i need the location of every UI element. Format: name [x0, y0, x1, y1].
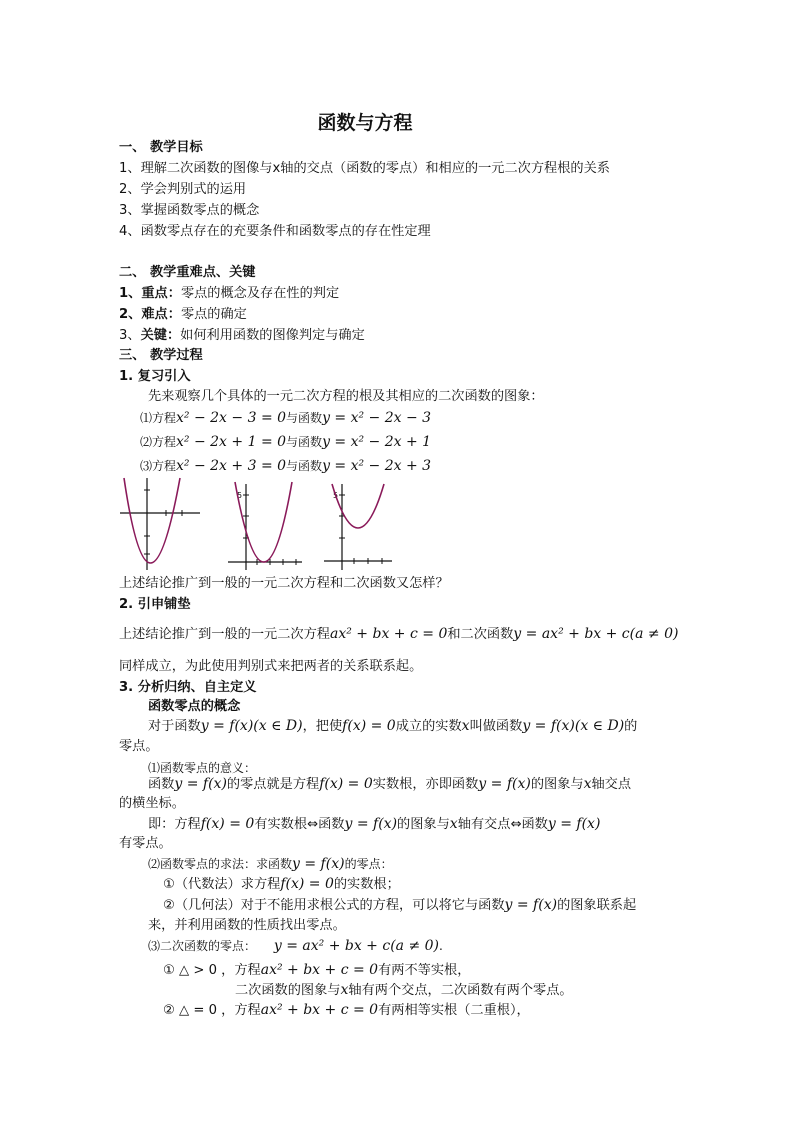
function-2: y = x² − 2x + 1 — [322, 434, 432, 450]
equiv-arrow-2: ⇔ — [510, 817, 522, 832]
equation-2-mid: 与函数 — [286, 435, 323, 449]
key-text: 如何利用函数的图像判定与确定 — [180, 328, 365, 343]
equation-2: x² − 2x + 1 = 0 — [176, 434, 287, 450]
meaning-line-1 — [148, 776, 631, 793]
equiv-arrow-1: ⇔ — [307, 817, 319, 832]
equiv-i: 轴有交点 — [457, 817, 511, 832]
def-formula-b: y = f(x)(x ∈ D) — [200, 718, 303, 734]
difficulty-line — [119, 307, 247, 323]
key-line — [119, 328, 365, 344]
definition-line-2: 零点。 — [119, 739, 159, 754]
equation-3-mid: 与函数 — [286, 459, 323, 473]
graph-3-curve — [332, 484, 384, 528]
case-1-line-1 — [163, 962, 470, 979]
zero-concept-subheading: 函数零点的概念 — [148, 699, 241, 714]
generalize-mid: 和二次函数 — [447, 627, 514, 642]
meaning-a: 函数 — [148, 777, 175, 792]
equation-3: x² − 2x + 3 = 0 — [176, 458, 287, 474]
meaning-f: y = f(x) — [478, 776, 531, 792]
equivalence-line-2: 有零点。 — [119, 836, 172, 851]
case-1-e: x — [340, 982, 349, 998]
method-algebraic — [163, 876, 400, 893]
geometric-b: y = f(x) — [504, 897, 558, 913]
page-title: 函数与方程 — [317, 112, 413, 134]
algebraic-b: f(x) = 0 — [280, 876, 334, 892]
case-1-a: ① △ > 0 ，方程 — [163, 963, 261, 978]
method-heading-b: y = f(x) — [292, 856, 345, 872]
case-2-a: ② △ = 0 ，方程 — [163, 1003, 261, 1018]
meaning-g: 的图象与 — [530, 777, 584, 792]
equiv-c: 有实数根 — [254, 817, 308, 832]
graph-2-tick-label: 5 — [237, 491, 243, 500]
equation-line-3 — [140, 458, 431, 474]
algebraic-a: ①（代数法）求方程 — [163, 877, 281, 892]
function-3: y = x² − 2x + 3 — [322, 458, 432, 474]
goal-item-2: 2、学会判别式的运用 — [119, 182, 247, 197]
section-1-heading: 一、 教学目标 — [119, 140, 203, 155]
keypoint-label: 1、重点： — [119, 286, 181, 301]
def-var-x: x — [461, 718, 470, 734]
equation-1-mid: 与函数 — [286, 411, 323, 425]
def-formula-d: f(x) = 0 — [342, 718, 396, 734]
generalize-line — [119, 626, 678, 643]
equiv-l: y = f(x) — [547, 816, 601, 832]
equiv-k: 函数 — [521, 817, 548, 832]
case-1-c: 有两不等实根， — [378, 963, 471, 978]
quadratic-function: y = ax² + bx + c(a ≠ 0) — [273, 938, 440, 954]
method-heading-a: ⑵函数零点的求法：求函数 — [148, 857, 293, 871]
def-formula-h: y = f(x)(x ∈ D) — [522, 718, 625, 734]
keypoint-line — [119, 286, 339, 302]
part-2-heading: 2. 引申铺垫 — [119, 597, 191, 612]
equation-line-2 — [140, 434, 431, 450]
equiv-b: f(x) = 0 — [200, 816, 255, 832]
equiv-g: 的图象与 — [397, 817, 450, 832]
part-3-heading: 3. 分析归纳、自主定义 — [119, 680, 257, 695]
case-1-b: ax² + bx + c = 0 — [260, 962, 379, 978]
parabola-graph-2 — [226, 476, 304, 572]
equiv-a: 即：方程 — [148, 817, 201, 832]
method-heading-c: 的零点： — [344, 857, 393, 871]
graph-3-ticks — [339, 495, 382, 564]
equation-1: x² − 2x − 3 = 0 — [176, 410, 287, 426]
def-text-i: 的 — [624, 719, 638, 734]
review-intro: 先来观察几个具体的一元二次方程的根及其相应的二次函数的图象： — [148, 389, 544, 404]
parabola-graph-1 — [118, 476, 204, 572]
method-heading — [148, 856, 393, 872]
equiv-e: 函数 — [318, 817, 345, 832]
meaning-c: 的零点就是方程 — [226, 777, 320, 792]
goal-item-1: 1、理解二次函数的图像与x轴的交点（函数的零点）和相应的一元二次方程根的关系 — [119, 161, 610, 176]
goal-item-3: 3、掌握函数零点的概念 — [119, 203, 260, 218]
case-2-c: 有两相等实根（二重根）， — [378, 1003, 530, 1018]
definition-line-1 — [148, 718, 637, 735]
geometric-a: ②（几何法）对于不能用求根公式的方程，可以将它与函数 — [163, 898, 505, 913]
equiv-h: x — [449, 816, 458, 832]
difficulty-text: 零点的确定 — [180, 307, 247, 322]
graph-1-curve — [124, 478, 180, 563]
algebraic-c: 的实数根； — [333, 877, 400, 892]
section-2-heading: 二、 教学重难点、关键 — [119, 265, 256, 280]
generalize-pre: 上述结论推广到一般的一元二次方程 — [119, 627, 330, 642]
goal-item-4: 4、函数零点存在的充要条件和函数零点的存在性定理 — [119, 224, 431, 239]
generalize-question: 上述结论推广到一般的一元二次方程和二次函数又怎样？ — [119, 576, 449, 591]
meaning-h: x — [583, 776, 592, 792]
quadratic-period: . — [439, 939, 443, 953]
case-2-line-1 — [163, 1002, 530, 1019]
meaning-d: f(x) = 0 — [319, 776, 373, 792]
equivalence-line-1 — [148, 816, 600, 833]
key-label: 关键： — [140, 328, 181, 343]
meaning-e: 实数根，亦即函数 — [372, 777, 479, 792]
case-1-d: 二次函数的图象与 — [235, 983, 341, 998]
meaning-i: 轴交点 — [591, 777, 632, 792]
equiv-f: y = f(x) — [344, 816, 398, 832]
meaning-heading: ⑴函数零点的意义： — [148, 761, 257, 775]
section-3-heading: 三、 教学过程 — [119, 348, 203, 363]
graph-2-curve — [235, 482, 292, 562]
case-1-f: 轴有两个交点，二次函数有两个零点。 — [348, 983, 573, 998]
equation-2-number: ⑵方程 — [140, 435, 177, 449]
def-text-a: 对于函数 — [148, 719, 201, 734]
keypoint-text: 零点的概念及存在性的判定 — [180, 286, 340, 301]
case-1-line-2 — [235, 982, 573, 999]
meaning-b: y = f(x) — [174, 776, 227, 792]
meaning-line-2: 的横坐标。 — [119, 796, 185, 811]
quadratic-title: ⑶二次函数的零点： — [148, 939, 257, 953]
difficulty-label: 2、难点： — [119, 307, 181, 322]
discriminant-line: 同样成立，为此使用判别式来把两者的关系联系起。 — [119, 659, 423, 674]
def-text-c: ，把使 — [302, 719, 343, 734]
def-text-e: 成立的实数 — [395, 719, 462, 734]
function-1: y = x² − 2x − 3 — [322, 410, 432, 426]
key-number: 3、 — [119, 328, 141, 343]
equation-1-number: ⑴方程 — [140, 411, 177, 425]
quadratic-zero-heading — [148, 938, 443, 954]
method-geometric-1 — [163, 897, 636, 914]
graph-3-tick-label: 5 — [333, 491, 339, 500]
equation-3-number: ⑶方程 — [140, 459, 177, 473]
case-2-b: ax² + bx + c = 0 — [260, 1002, 379, 1018]
geometric-c: 的图象联系起 — [557, 898, 637, 913]
parabola-graph-3 — [322, 476, 394, 572]
general-equation: ax² + bx + c = 0 — [330, 626, 448, 642]
part-1-heading: 1. 复习引入 — [119, 369, 191, 384]
general-function: y = ax² + bx + c(a ≠ 0) — [513, 626, 679, 642]
method-geometric-2: 来，并利用函数的性质找出零点。 — [148, 918, 346, 933]
equation-line-1 — [140, 410, 431, 426]
def-text-g: 叫做函数 — [469, 719, 523, 734]
